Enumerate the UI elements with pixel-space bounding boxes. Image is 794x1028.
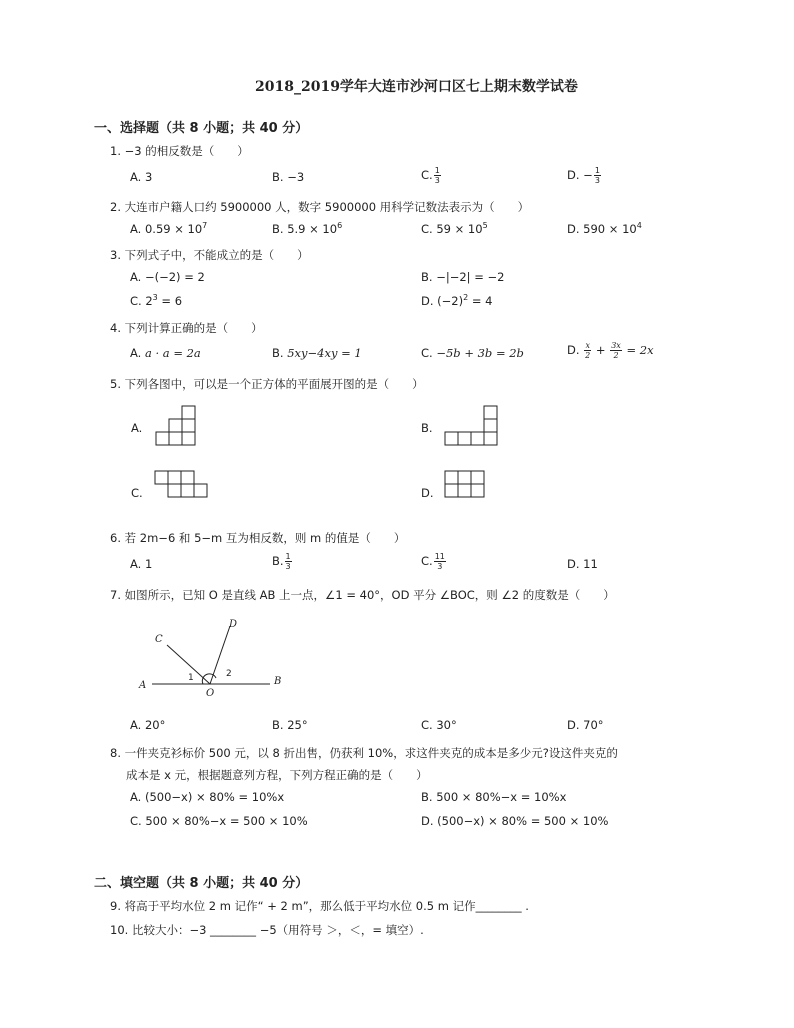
q1-option-c [421,166,442,185]
q1-option-c-label: C. [421,168,433,182]
q5-option-c: C. [131,486,143,500]
q8-option-d: D. (500−x) × 80% = 500 × 10% [421,814,609,828]
q3-option-d: D. $(-2)^2 = 4$ [421,293,493,308]
q5-option-a: A. [131,421,143,435]
q5-option-b: B. [421,421,433,435]
section-heading-fill: 二、填空题（共 8 小题；共 40 分） [94,876,309,891]
q7-option-d: D. 70° [567,718,604,732]
q4-option-a: A. a · a = 2a [130,346,201,360]
q6-option-b: B. $\frac{1}{3}$ [272,552,291,571]
section-heading-choice: 一、选择题（共 8 小题；共 40 分） [94,121,309,136]
question-2-stem: 2. 大连市户籍人口约 5900000 人，数字 5900000 用科学记数法表示为（ ） [110,200,530,214]
q5-net-d [440,466,500,506]
q7-option-a: A. 20° [130,718,166,732]
q3-option-c: C. $2^3 = 6$ [130,293,183,308]
q2-option-d: D. $590 \times 10^4$ [567,221,642,236]
q7-option-c: C. 30° [421,718,457,732]
q7-angle-1-label: 1 [188,673,194,683]
q7-angle-2-label: 2 [226,669,232,679]
question-8-stem-line-1: 8. 一件夹克衫标价 500 元，以 8 折出售，仍获利 10%，求这件夹克的成本是多少元?设这件夹克的 [110,746,618,760]
q8-option-a: A. (500−x) × 80% = 10%x [130,790,285,804]
q6-option-c: C. $\frac{11}{3}$ [421,552,445,571]
q2-option-b: B. $5.9 \times 10^6$ [272,221,343,236]
q7-label-d: D [229,619,238,630]
question-7-stem: 7. 如图所示，已知 O 是直线 AB 上一点，∠1 = 40°，OD 平分 ∠BOC，则 ∠2 的度数是（ ） [110,588,615,602]
q4-option-c: C. −5b + 3b = 2b [421,346,524,360]
q5-net-c [150,466,220,506]
q1-option-d [567,166,602,185]
q2-option-a: A. $0.59 \times 10^7$ [130,221,208,236]
q6-option-a: A. 1 [130,557,153,571]
question-1-stem: 1. −3 的相反数是（ ） [110,144,249,158]
q7-label-b: B [274,676,282,687]
q1-d-fraction: $\frac{1}{3}$ [594,166,600,185]
question-4-stem: 4. 下列计算正确的是（ ） [110,321,263,335]
question-5-stem: 5. 下列各图中，可以是一个正方体的平面展开图的是（ ） [110,377,424,391]
question-9: 9. 将高于平均水位 2 m 记作“ + 2 m”，那么低于平均水位 0.5 m 记作________ . [110,899,529,913]
q4-d-fraction-1: $\frac{x}{2}$ [585,341,591,360]
q1-option-d-label: D. − [567,168,593,182]
q1-c-fraction: $\frac{1}{3}$ [434,166,440,185]
q4-option-d: D. $\frac{x}{2}$ + $\frac{3x}{2}$ = 2x [567,341,654,360]
question-6-stem: 6. 若 2m−6 和 5−m 互为相反数，则 m 的值是（ ） [110,531,406,545]
q3-option-a: A. −(−2) = 2 [130,270,205,284]
q7-label-c: C [155,634,163,645]
question-8-stem-line-2: 成本是 x 元，根据题意列方程，下列方程正确的是（ ） [126,768,428,782]
q5-net-a [150,400,210,450]
q6-b-fraction: $\frac{1}{3}$ [285,552,291,571]
q4-option-b: B. 5xy−4xy = 1 [272,346,362,360]
q7-option-b: B. 25° [272,718,308,732]
q8-option-c: C. 500 × 80%−x = 500 × 10% [130,814,308,828]
q3-option-b: B. −|−2| = −2 [421,270,505,284]
q4-d-fraction-2: $\frac{3x}{2}$ [611,341,621,360]
q1-option-a: A. 3 [130,170,153,184]
q7-geometry-figure [130,612,300,702]
q6-option-d: D. 11 [567,557,598,571]
q5-net-b [440,400,510,450]
q7-label-a: A [139,680,147,691]
q2-option-c: C. $59 \times 10^5$ [421,221,488,236]
q5-option-d: D. [421,486,434,500]
question-10: 10. 比较大小：−3 ________ −5（用符号 ＞，＜，= 填空）. [110,923,424,937]
question-3-stem: 3. 下列式子中，不能成立的是（ ） [110,248,309,262]
q7-label-o: O [206,688,215,699]
q1-option-b: B. −3 [272,170,305,184]
q6-c-fraction: $\frac{11}{3}$ [434,552,445,571]
q8-option-b: B. 500 × 80%−x = 10%x [421,790,567,804]
page-title: 2018_2019学年大连市沙河口区七上期末数学试卷 [255,79,578,95]
